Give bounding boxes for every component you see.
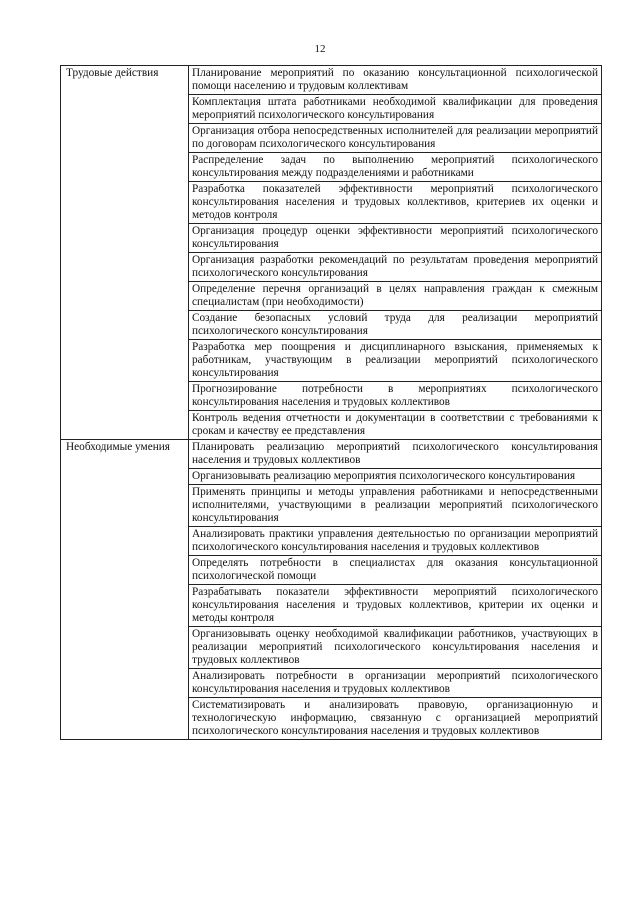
- requirement-text: Прогнозирование потребности в мероприятиях психологического консультирования населения и трудовых коллективов: [189, 382, 602, 411]
- requirement-text: Разрабатывать показатели эффективности мероприятий психологического консультирования населения и трудовых коллективов, критерии их оценки и методы контроля: [189, 585, 602, 627]
- requirement-text: Планировать реализацию мероприятий психологического консультирования населения и трудовых коллективов: [189, 440, 602, 469]
- requirement-text: Определение перечня организаций в целях направления граждан к смежным специалистам (при необходимости): [189, 282, 602, 311]
- requirement-text: Организовывать оценку необходимой квалификации работников, участвующих в реализации мероприятий психологического консультирования населения и трудовых коллективов: [189, 627, 602, 669]
- requirement-text: Разработка показателей эффективности мероприятий психологического консультирования населения и трудовых коллективов, критериев их оценки и методов контроля: [189, 182, 602, 224]
- requirement-text: Комплектация штата работниками необходимой квалификации для проведения мероприятий психологического консультирования: [189, 95, 602, 124]
- requirement-text: Организация отбора непосредственных исполнителей для реализации мероприятий по договорам психологического консультирования: [189, 124, 602, 153]
- requirement-text: Организация процедур оценки эффективности мероприятий психологического консультирования: [189, 224, 602, 253]
- section-label: Необходимые умения: [61, 440, 189, 740]
- requirement-text: Контроль ведения отчетности и документации в соответствии с требованиями к срокам и качеству ее представления: [189, 411, 602, 440]
- page-number: 12: [314, 43, 326, 55]
- requirement-text: Определять потребности в специалистах для оказания консультационной психологической помощи: [189, 556, 602, 585]
- requirements-table: [60, 65, 602, 740]
- requirement-text: Применять принципы и методы управления работниками и непосредственными исполнителями, участвующими в реализации мероприятий психологического консультирования: [189, 485, 602, 527]
- requirement-text: Разработка мер поощрения и дисциплинарного взыскания, применяемых к работникам, участвующим в реализации мероприятий психологического консультирования: [189, 340, 602, 382]
- requirement-text: Планирование мероприятий по оказанию консультационной психологической помощи населению и трудовым коллективам: [189, 66, 602, 95]
- requirement-text: Создание безопасных условий труда для реализации мероприятий психологического консультирования: [189, 311, 602, 340]
- table-row: [61, 440, 602, 469]
- requirements-table-body: [61, 66, 602, 740]
- requirement-text: Организация разработки рекомендаций по результатам проведения мероприятий психологического консультирования: [189, 253, 602, 282]
- requirement-text: Распределение задач по выполнению мероприятий психологического консультирования между подразделениями и работниками: [189, 153, 602, 182]
- requirement-text: Анализировать практики управления деятельностью по организации мероприятий психологического консультирования населения и трудовых коллективов: [189, 527, 602, 556]
- requirement-text: Анализировать потребности в организации мероприятий психологического консультирования населения и трудовых коллективов: [189, 669, 602, 698]
- table-row: [61, 66, 602, 95]
- requirement-text: Систематизировать и анализировать правовую, организационную и технологическую информацию, связанную с организацией мероприятий психологического консультирования населения и трудовых коллективов: [189, 698, 602, 740]
- section-label: Трудовые действия: [61, 66, 189, 440]
- requirement-text: Организовывать реализацию мероприятия психологического консультирования: [189, 469, 602, 485]
